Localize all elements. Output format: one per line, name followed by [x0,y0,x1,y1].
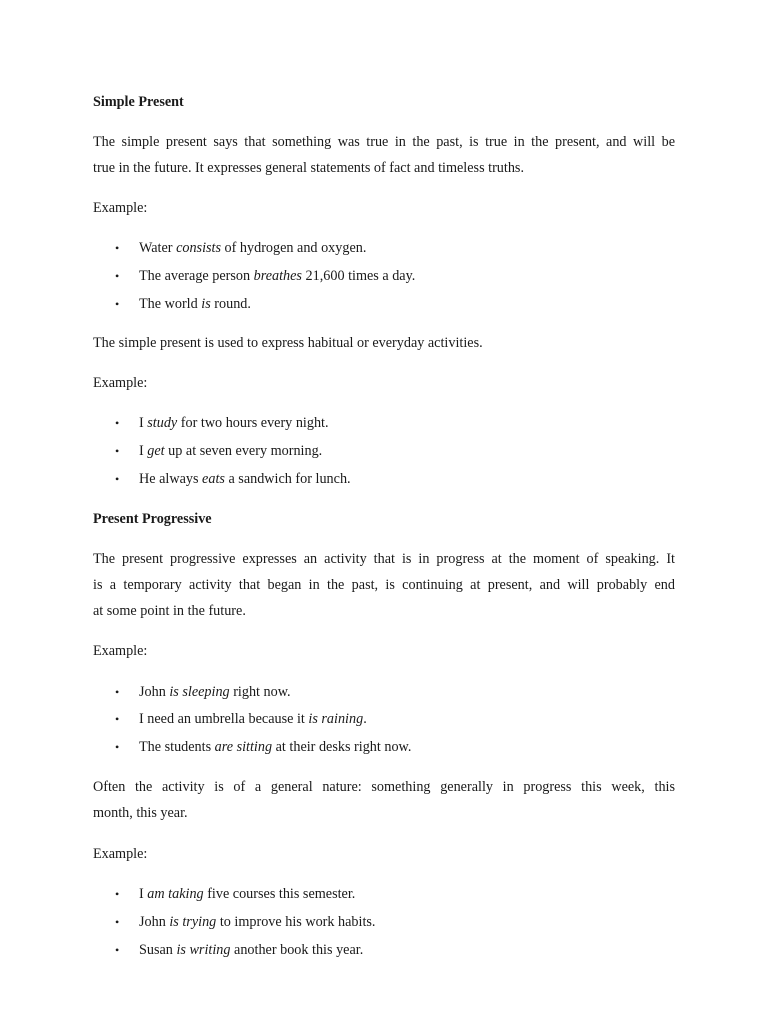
bullet-icon: • [115,241,120,255]
list-item-text: Water consists of hydrogen and oxygen. [139,240,367,256]
bullet-icon: • [115,943,120,957]
bullet-icon: • [115,685,120,699]
list-item-text: The world is round. [139,296,251,312]
paragraph-line: at some point in the future. [93,603,246,619]
list-item-text: I study for two hours every night. [139,415,329,431]
example-label: Example: [93,643,148,659]
paragraph-line: The simple present says that something was true in the past, is true in the present, and will be [93,134,675,150]
paragraph-line: Often the activity is of a general nature: something generally in progress this week, this [93,779,675,795]
list-item-text: He always eats a sandwich for lunch. [139,471,351,487]
bullet-icon: • [115,416,120,430]
list-item-text: I need an umbrella because it is raining. [139,711,367,727]
paragraph-present-progressive-definition [93,546,675,624]
paragraph-habitual: The simple present is used to express habitual or everyday activities. [93,335,483,351]
bullet-icon: • [115,712,120,726]
paragraph-line: month, this year. [93,805,188,821]
paragraph-line: true in the future. It expresses general statements of fact and timeless truths. [93,160,525,176]
list-item-text: I get up at seven every morning. [139,443,323,459]
list-item-text: Susan is writing another book this year. [139,942,364,958]
bullet-icon: • [115,740,120,754]
list-item-text: I am taking five courses this semester. [139,886,356,902]
list-item-text: John is sleeping right now. [139,684,291,700]
heading-present-progressive: Present Progressive [93,511,212,527]
example-label: Example: [93,200,148,216]
paragraph-line: The present progressive expresses an activity that is in progress at the moment of speaking. It [93,551,675,567]
bullet-icon: • [115,915,120,929]
bullet-icon: • [115,269,120,283]
bullet-icon: • [115,444,120,458]
paragraph-general-nature [93,774,675,826]
example-label: Example: [93,846,148,862]
example-label: Example: [93,375,148,391]
list-item-text: The students are sitting at their desks right now. [139,739,412,755]
bullet-icon: • [115,472,120,486]
list-item-text: John is trying to improve his work habits. [139,914,376,930]
bullet-icon: • [115,887,120,901]
paragraph-line: is a temporary activity that began in the past, is continuing at present, and will probably end [93,577,675,593]
heading-simple-present: Simple Present [93,94,184,110]
list-item-text: The average person breathes 21,600 times a day. [139,268,416,284]
paragraph-simple-present-definition [93,129,675,181]
bullet-icon: • [115,297,120,311]
